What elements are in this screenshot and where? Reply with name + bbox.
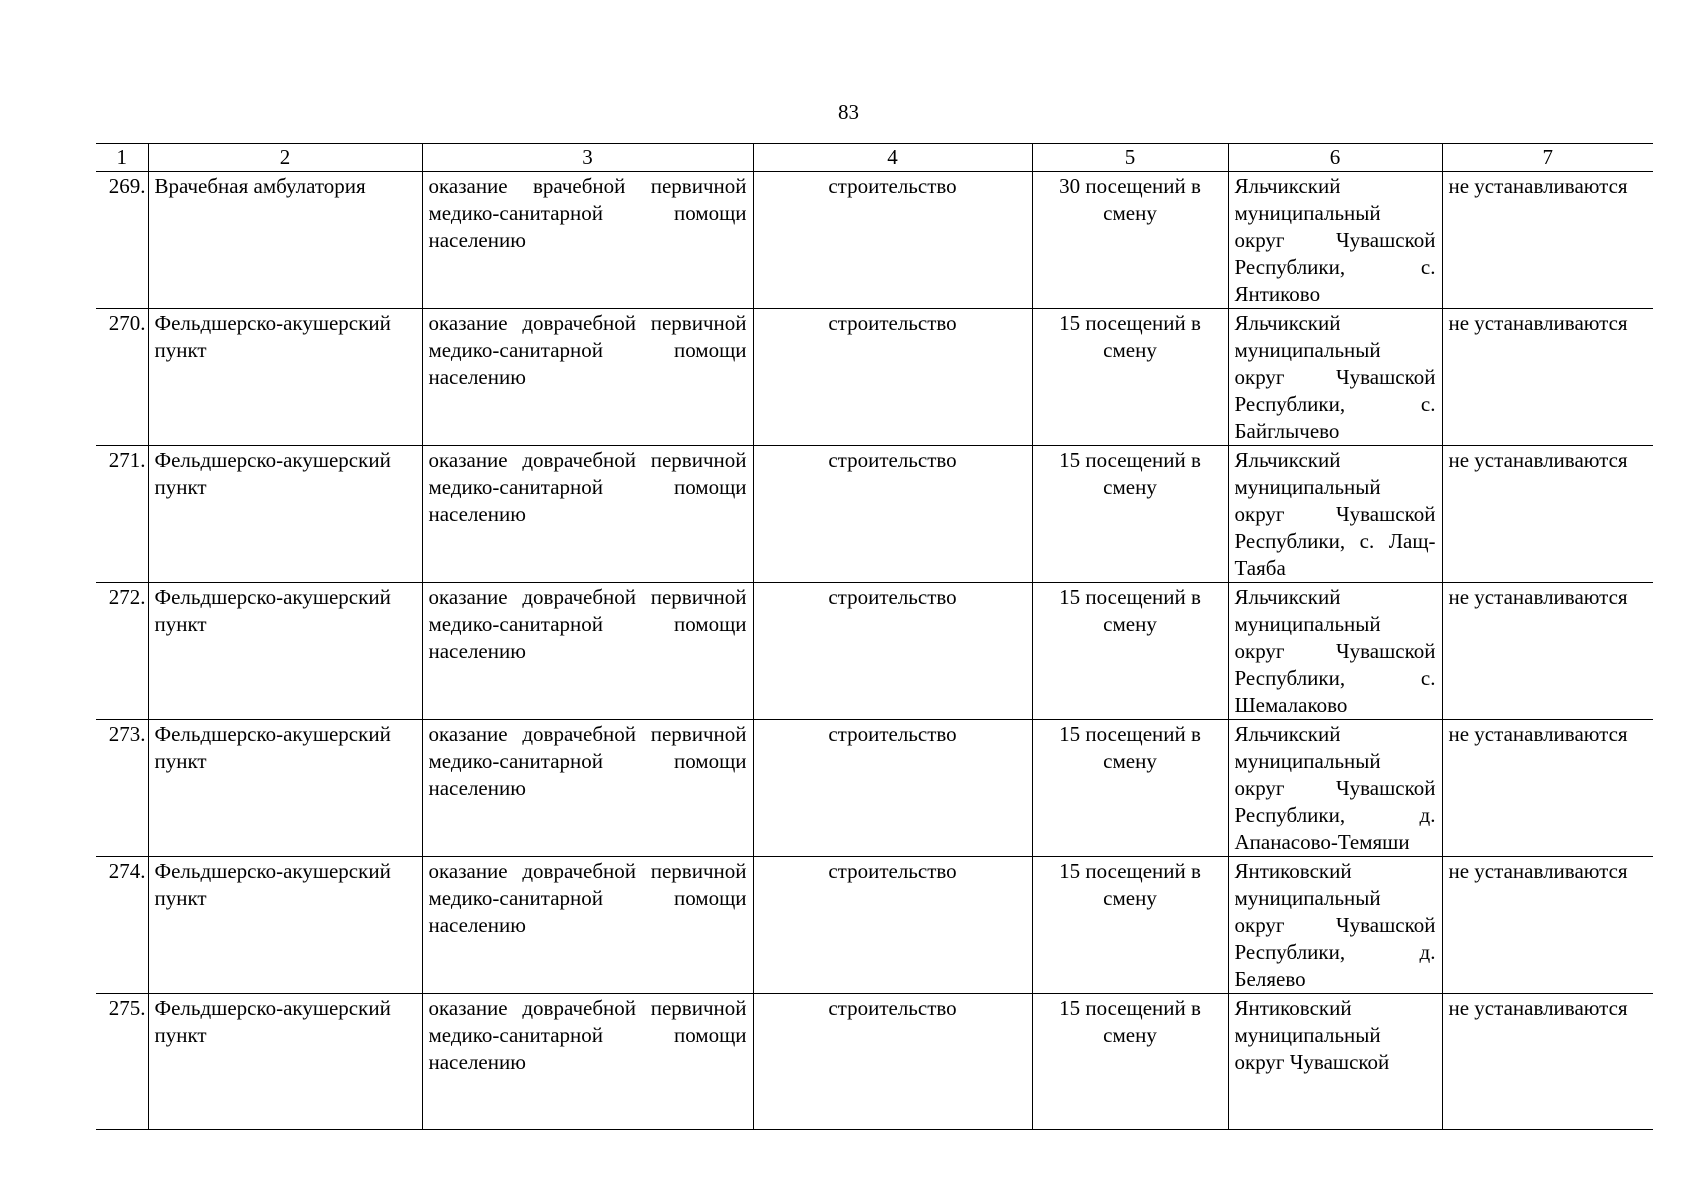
zone-restrictions: не устанавливаются — [1442, 857, 1653, 994]
column-header: 1 — [96, 144, 148, 172]
column-header: 3 — [422, 144, 753, 172]
object-name: Фельдшерско-акушерский пункт — [148, 857, 422, 994]
object-capacity: 15 посещений в смену — [1032, 583, 1228, 720]
table-row — [96, 309, 1653, 446]
zone-restrictions: не устанавливаются — [1442, 583, 1653, 720]
object-location: Яльчикский муниципальный округ Чувашской Республики, с. Байглычево — [1228, 309, 1442, 446]
column-header: 4 — [753, 144, 1032, 172]
object-location: Яльчикский муниципальный округ Чувашской Республики, с. Лащ-Таяба — [1228, 446, 1442, 583]
row-number: 275. — [96, 994, 148, 1130]
object-capacity: 15 посещений в смену — [1032, 994, 1228, 1130]
header-row — [96, 144, 1653, 172]
row-number: 270. — [96, 309, 148, 446]
object-purpose: оказание доврачебной первичной медико-санитарной помощи населению — [422, 583, 753, 720]
column-header: 7 — [1442, 144, 1653, 172]
zone-restrictions: не устанавливаются — [1442, 720, 1653, 857]
work-type: строительство — [753, 446, 1032, 583]
zone-restrictions: не устанавливаются — [1442, 172, 1653, 309]
work-type: строительство — [753, 172, 1032, 309]
work-type: строительство — [753, 720, 1032, 857]
row-number: 271. — [96, 446, 148, 583]
row-number: 274. — [96, 857, 148, 994]
work-type: строительство — [753, 857, 1032, 994]
column-header: 2 — [148, 144, 422, 172]
object-name: Врачебная амбулатория — [148, 172, 422, 309]
row-number: 269. — [96, 172, 148, 309]
object-name: Фельдшерско-акушерский пункт — [148, 720, 422, 857]
column-header: 6 — [1228, 144, 1442, 172]
object-location: Янтиковский муниципальный округ Чувашской — [1228, 994, 1442, 1130]
work-type: строительство — [753, 309, 1032, 446]
object-name: Фельдшерско-акушерский пункт — [148, 994, 422, 1130]
work-type: строительство — [753, 994, 1032, 1130]
column-header: 5 — [1032, 144, 1228, 172]
table-row — [96, 446, 1653, 583]
object-name: Фельдшерско-акушерский пункт — [148, 309, 422, 446]
object-capacity: 15 посещений в смену — [1032, 446, 1228, 583]
zone-restrictions: не устанавливаются — [1442, 994, 1653, 1130]
object-purpose: оказание доврачебной первичной медико-санитарной помощи населению — [422, 446, 753, 583]
object-purpose: оказание доврачебной первичной медико-санитарной помощи населению — [422, 309, 753, 446]
objects-table — [96, 143, 1653, 1130]
object-purpose: оказание доврачебной первичной медико-санитарной помощи населению — [422, 720, 753, 857]
zone-restrictions: не устанавливаются — [1442, 309, 1653, 446]
page-number: 83 — [838, 100, 859, 124]
zone-restrictions: не устанавливаются — [1442, 446, 1653, 583]
object-capacity: 15 посещений в смену — [1032, 309, 1228, 446]
object-name: Фельдшерско-акушерский пункт — [148, 583, 422, 720]
table-row — [96, 857, 1653, 994]
table-row — [96, 172, 1653, 309]
object-capacity: 15 посещений в смену — [1032, 857, 1228, 994]
object-location: Яльчикский муниципальный округ Чувашской Республики, д. Апанасово-Темяши — [1228, 720, 1442, 857]
table-row — [96, 583, 1653, 720]
row-number: 273. — [96, 720, 148, 857]
object-capacity: 30 посещений в смену — [1032, 172, 1228, 309]
object-purpose: оказание доврачебной первичной медико-санитарной помощи населению — [422, 857, 753, 994]
work-type: строительство — [753, 583, 1032, 720]
row-number: 272. — [96, 583, 148, 720]
object-purpose: оказание доврачебной первичной медико-санитарной помощи населению — [422, 994, 753, 1130]
table-row — [96, 720, 1653, 857]
object-name: Фельдшерско-акушерский пункт — [148, 446, 422, 583]
object-capacity: 15 посещений в смену — [1032, 720, 1228, 857]
table-row — [96, 994, 1653, 1130]
object-purpose: оказание врачебной первичной медико-санитарной помощи населению — [422, 172, 753, 309]
object-location: Янтиковский муниципальный округ Чувашской Республики, д. Беляево — [1228, 857, 1442, 994]
object-location: Яльчикский муниципальный округ Чувашской Республики, с. Шемалаково — [1228, 583, 1442, 720]
object-location: Яльчикский муниципальный округ Чувашской Республики, с. Янтиково — [1228, 172, 1442, 309]
